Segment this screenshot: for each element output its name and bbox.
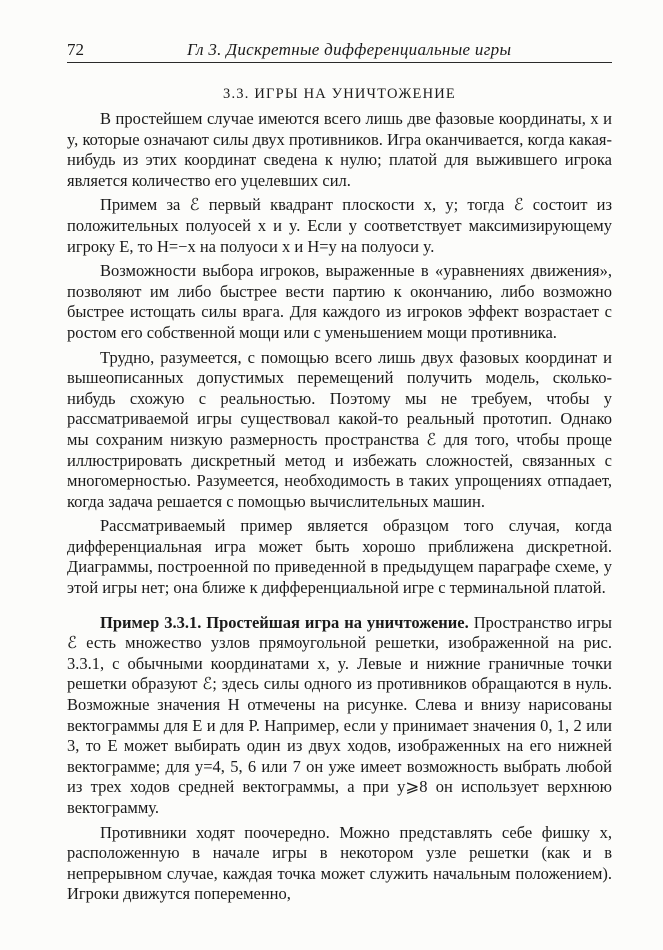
example-paragraph: [67, 613, 612, 819]
section-title: 3.3. ИГРЫ НА УНИЧТОЖЕНИЕ: [223, 86, 456, 102]
paragraph-terminal-surface: Примем за ℰ первый квадрант плоскости x, y; тогда ℰ состоит из положительных полуосей x и y. Если y соответствует максимизирующему игроку E, то H=−x на полуоси x и H=y на полуоси y.: [67, 195, 612, 256]
paragraph-intro: В простейшем случае имеются всего лишь две фазовые координаты, x и y, которые означают силы двух противников. Игра оканчивается, когда какая-нибудь из этих координат сведена к нулю; платой для выжившего игрока является количество его уцелевших сил.: [67, 109, 612, 190]
running-head: [67, 38, 612, 63]
book-page: [67, 38, 612, 905]
paragraph-model-realism: Трудно, разумеется, с помощью всего лишь двух фазовых координат и вышеописанных допустимых перемещений получить модель, сколько-нибудь схожую с реальностью. Поэтому мы не требуем, чтобы у рассматриваемой игры существовал какой-то реальный прототип. Однако мы сохраним низкую размерность пространства ℰ для того, чтобы проще иллюстрировать дискретный метод и избежать сложностей, связанных с многомерностью. Разумеется, необходимость в таких упрощениях отпадает, когда задача решается с помощью вычислительных машин.: [67, 347, 612, 511]
example-text: Пространство игры ℰ есть множество узлов прямоугольной решетки, изображенной на рис. 3.3.1, с обычными координатами x, y. Левые и нижние граничные точки решетки образуют ℰ; здесь силы одного из противников обращаются в нуль. Возможные значения H отмечены на рисунке. Слева и внизу нарисованы вектограммы для E и для P. Например, если y принимает значения 0, 1, 2 или 3, то E может выбирать один из двух ходов, изображенных на его нижней вектограмме; для y=4, 5, 6 или 7 он уже имеет возможность выбрать любой из трех ходов средней вектограммы, а при y⩾8 он использует верхнюю вектограмму.: [67, 612, 612, 817]
example-heading: Пример 3.3.1. Простейшая игра на уничтожение.: [100, 612, 469, 632]
paragraph-approximation: Рассматриваемый пример является образцом того случая, когда дифференциальная игра может быть хорошо приближена дискретной. Диаграммы, построенной по приведенной в предыдущем параграфе схеме, у этой игры нет; она ближе к дифференциальной игре с терминальной платой.: [67, 516, 612, 598]
running-title: Гл 3. Дискретные дифференциальные игры: [187, 40, 512, 59]
paragraph-player-choices: Возможности выбора игроков, выраженные в «уравнениях движения», позволяют им либо быстрее вести партию к окончанию, либо возможно быстрее истощать силы врага. Для каждого из игроков эффект возрастает с ростом его собственной мощи или с уменьшением мощи противника.: [67, 261, 612, 342]
paragraph-alternating-moves: Противники ходят поочередно. Можно представлять себе фишку x, расположенную в начале игры в некотором узле решетки (как и в непрерывном случае, каждая точка может служить начальным положением). Игроки движутся попеременно,: [67, 822, 612, 904]
page-number: 72: [67, 40, 84, 59]
